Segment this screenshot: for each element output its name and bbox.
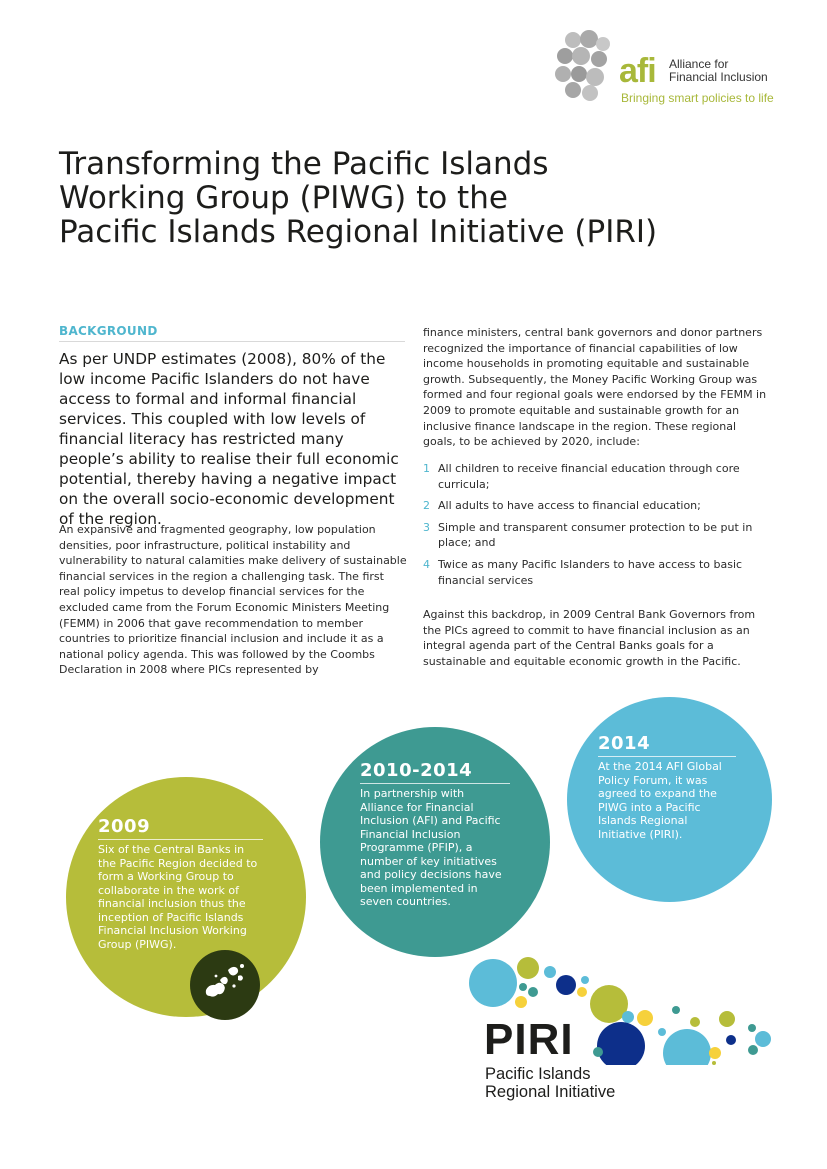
background-heading: BACKGROUND	[59, 324, 405, 342]
title-line-3: Pacific Islands Regional Initiative (PIRI)	[59, 214, 658, 250]
background-body-right-2: Against this backdrop, in 2009 Central Bank Governors from the PICs agreed to commit to have financial inclusion as an integral agenda part of the Central Banks goals for a sustainable and equitable economic growth in the Pacific.	[423, 608, 756, 668]
timeline-entry-2009	[98, 816, 263, 951]
timeline-entry-2010-2014	[360, 760, 510, 909]
goal-number: 1	[423, 462, 430, 475]
timeline-text: Six of the Central Banks in the Pacific Region decided to form a Working Group to collaborate in the work of financial inclusion thus the inception of Pacific Islands Financial Inclusion Working Group (PIWG).	[98, 843, 258, 951]
timeline-entry-2014	[598, 733, 736, 841]
timeline-text: At the 2014 AFI Global Policy Forum, it was agreed to expand the PIWG into a Pacific Islands Regional Initiative (PIRI).	[598, 760, 722, 841]
afi-brand-text: afi	[619, 52, 656, 90]
afi-dots-logo-icon	[553, 30, 619, 102]
goal-number: 3	[423, 520, 430, 534]
afi-tagline: Bringing smart policies to life	[621, 91, 774, 105]
list-item	[423, 557, 768, 588]
timeline-year: 2009	[98, 816, 263, 840]
list-item	[423, 461, 768, 492]
goal-text: Twice as many Pacific Islanders to have access to basic financial services	[438, 557, 743, 587]
regional-goals-list	[423, 461, 768, 594]
afi-name-line1: Alliance for	[669, 57, 729, 71]
goal-number: 4	[423, 557, 430, 571]
piri-acronym: PIRI	[484, 1015, 574, 1064]
goal-text: All adults to have access to financial education;	[438, 499, 701, 513]
timeline-text: In partnership with Alliance for Financial Inclusion (AFI) and Pacific Financial Inclusion Programme (PFIP), a number of key initiatives and policy decisions have been implemented in seven countries.	[360, 787, 502, 908]
list-item	[423, 520, 768, 551]
timeline-year: 2010-2014	[360, 760, 510, 784]
list-item	[423, 498, 768, 514]
title-line-2: Working Group (PIWG) to the	[59, 180, 508, 216]
afi-name-line2: Financial Inclusion	[669, 70, 768, 84]
goal-number: 2	[423, 499, 430, 513]
piri-full-name	[485, 1065, 615, 1101]
background-body-right: finance ministers, central bank governors and donor partners recognized the importance of financial capabilities of low income households in promoting equitable and sustainable growth. Subsequently, the Money Pacific Working Group was formed and four regional goals were endorsed by the FEMM in 2009 to promote equitable and sustainable growth for an inclusive finance landscape in the region. These regional goals, to be achieved by 2020, include:	[423, 326, 767, 449]
map-badge	[190, 950, 260, 1020]
title-line-1: Transforming the Pacific Islands	[59, 146, 549, 182]
piri-line2: Regional Initiative	[485, 1083, 616, 1101]
afi-name	[669, 58, 768, 84]
background-lead: As per UNDP estimates (2008), 80% of the low income Pacific Islanders do not have access to formal and informal financial services. This coupled with low levels of financial literacy has restricted many people’s ability to realise their full economic potential, thereby having a negative impact on the overall socio-economic development of the region.	[59, 350, 399, 528]
goal-text: All children to receive financial education through core curricula;	[438, 462, 740, 491]
page-title	[59, 147, 699, 249]
afi-logo	[553, 30, 813, 110]
goal-text: Simple and transparent consumer protection to be put in place; and	[438, 520, 753, 550]
pacific-islands-map-icon	[190, 950, 260, 1020]
background-body-left: An expansive and fragmented geography, low population densities, poor infrastructure, political instability and vulnerability to natural calamities make delivery of sustainable financial services in the region a challenging task. The first real policy impetus to develop financial services for the excluded came from the Forum Economic Ministers Meeting (FEMM) in 2006 that gave recommendation to member countries to prioritize financial inclusion and include it as a national policy agenda. This was followed by the Coombs Declaration in 2008 where PICs represented by	[59, 523, 407, 677]
piri-line1: Pacific Islands	[485, 1065, 591, 1083]
timeline-year: 2014	[598, 733, 736, 757]
